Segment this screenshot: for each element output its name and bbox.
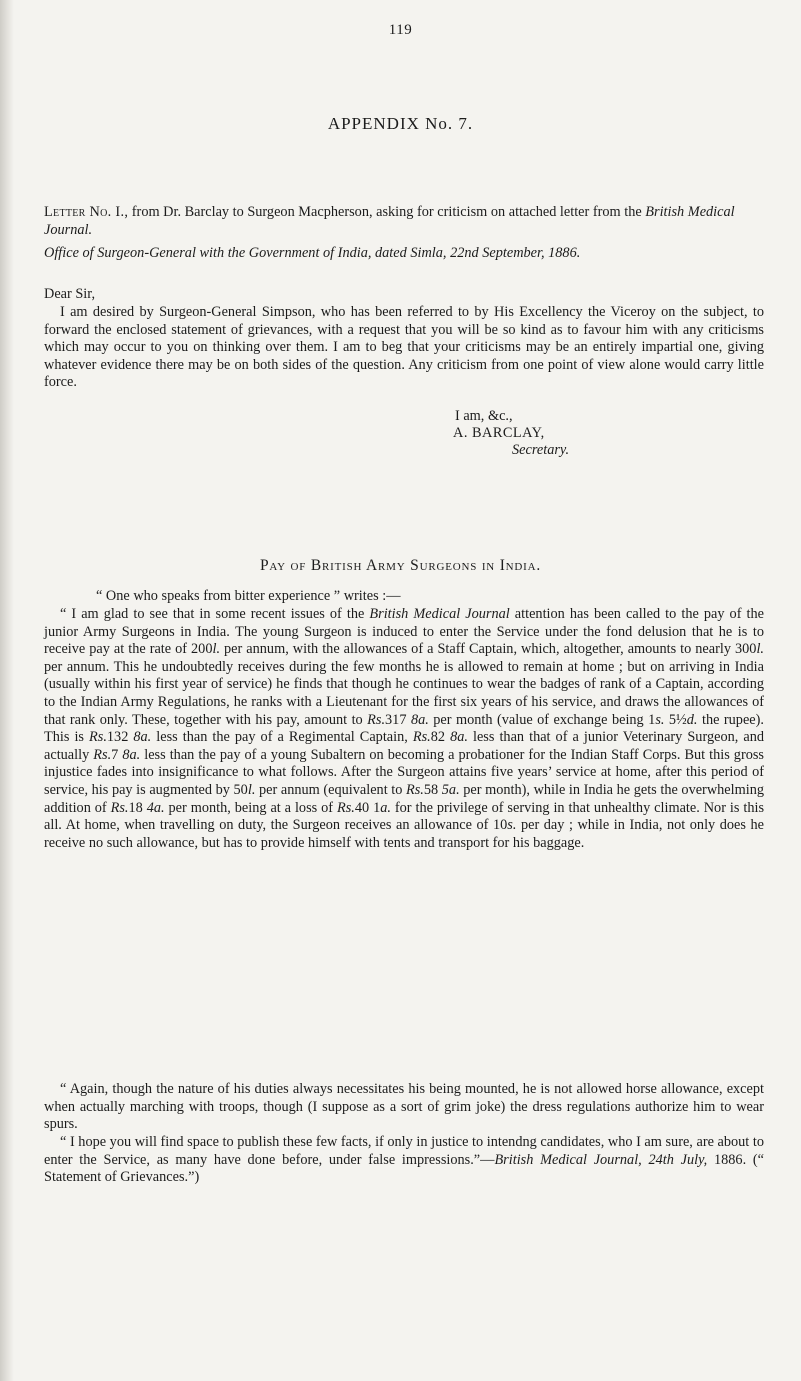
text-run: the rupee). This is [44, 711, 764, 746]
signoff-name: A. BARCLAY, [453, 425, 545, 441]
signoff-closing: I am, &c., [455, 408, 513, 424]
page-edge-shadow [0, 0, 14, 1381]
letter-heading-journal: British Medical Journal. [44, 204, 735, 238]
currency-unit: 8a. [133, 729, 152, 746]
intro-line: “ One who speaks from bitter experience ” writes :— [96, 588, 401, 604]
salutation: Dear Sir, [44, 286, 96, 302]
text-run: 40 1 [354, 799, 381, 816]
appendix-title: APPENDIX No. 7. [327, 114, 474, 133]
text-run: per day ; while in India, not only does he receive no such allowance, but has to provide himself with tents and transport for his baggage. [44, 817, 764, 851]
page-number: 119 [388, 22, 413, 38]
text-run: 1886. (“ Statement of Grievances.”) [44, 1151, 764, 1186]
text-run: less than the pay of a young Subaltern on becoming a probationer for the Indian Staff Corps. But this gross injustice fades into insignificance to what follows. After the Surgeon attains five years’ service at home, after this period of service, his pay is augmented by 50 [44, 746, 764, 798]
currency-unit: Rs. [412, 729, 431, 746]
text-run: less than that of a junior Veterinary Surgeon, and actually [44, 729, 764, 763]
currency-unit: Rs. [89, 729, 107, 746]
journal-citation: British Medical Journal, 24th July, [494, 1151, 708, 1168]
currency-unit: 5a. [441, 781, 460, 798]
letter-heading [44, 204, 764, 239]
letter-heading-text: from Dr. Barclay to Surgeon Macpherson, asking for criticism on attached letter from the [128, 204, 646, 220]
text-run: 82 [430, 729, 451, 746]
currency-unit: 8a. [122, 746, 141, 763]
letter-body: I am desired by Surgeon-General Simpson, who has been referred to by His Excellency the Viceroy on the subject, to forward the enclosed statement of grievances, with a request that you will be so kind as to favour him with any criticisms which may occur to you on thinking over them. I am to beg that your criticisms may be an entirely impartial one, giving whatever evidence there may be on both sides of the question. Any criticism from one point of view alone would carry little force. [44, 304, 764, 391]
currency-unit: s. [507, 817, 517, 834]
currency-unit: Rs. [93, 746, 112, 763]
currency-unit: Rs. [110, 799, 129, 816]
text-run: 5½ [664, 711, 687, 728]
text-run: “ I am glad to see that in some recent issues of the [60, 606, 370, 622]
currency-unit: s. [655, 711, 665, 728]
currency-unit: l. [756, 641, 764, 658]
text-run: 7 [111, 746, 123, 763]
paragraph-1 [44, 606, 764, 852]
text-run: for the privilege of serving in that unhealthy climate. Nor is this all. At home, when travelling on duty, the Surgeon receives an allowance of 10 [44, 799, 765, 834]
text-run: attention has been called to the pay of the junior Army Surgeons in India. The young Surgeon is induced to enter the Service under the fond delusion that he is to receive pay at the rate of 200 [44, 606, 764, 658]
paragraph-3 [44, 1134, 764, 1187]
text-run: 132 [106, 729, 134, 746]
text-run: 18 [128, 799, 147, 816]
currency-unit: 8a. [450, 729, 468, 746]
text-run: per month (value of exchange being 1 [428, 711, 656, 728]
text-run: per annum. This he undoubtedly receives during the few months he is allowed to remain at home ; but on arriving in India (usually within his first year of service) he finds that though he continues to wear the badges of rank of a Captain, according to the Indian Army Regulations, he ranks with a Lieutenant for the first six years of his service, and draws the allowances of that rank only. These, together with his pay, amount to [44, 658, 764, 728]
text-run: less than the pay of a Regimental Captain, [151, 729, 413, 746]
text-run: per month, being at a loss of [164, 799, 337, 816]
currency-unit: d. [686, 711, 698, 728]
section-title: Pay of British Army Surgeons in India. [259, 557, 542, 574]
office-line: Office of Surgeon-General with the Government of India, dated Simla, 22nd September, 1886. [44, 245, 581, 261]
text-run: 58 [423, 781, 442, 798]
text-run: 317 [385, 711, 411, 728]
currency-unit: l. [212, 641, 221, 658]
currency-unit: 4a. [146, 799, 165, 816]
currency-unit: a. [380, 799, 391, 816]
letter-heading-prefix: Letter No. I., [44, 204, 129, 220]
currency-unit: Rs. [336, 799, 355, 816]
signoff-title: Secretary. [512, 442, 570, 458]
text-run: per month), while in India he gets the overwhelming addition of [44, 781, 764, 816]
journal-name: British Medical Journal [369, 606, 510, 622]
text-run: per annum, with the allowances of a Staff Captain, which, altogether, amounts to nearly 300 [220, 641, 757, 658]
currency-unit: Rs. [405, 781, 424, 798]
text-run: per annum (equivalent to [255, 781, 406, 798]
currency-unit: Rs. [367, 711, 386, 728]
currency-unit: 8a. [410, 711, 429, 728]
text-run: “ I hope you will find space to publish these few facts, if only in justice to intendng candidates, who I am sure, are about to enter the Service, as many have done before, under false impressions.”— [44, 1134, 764, 1168]
paragraph-2: “ Again, though the nature of his duties always necessitates his being mounted, he is not allowed horse allowance, except when actually marching with troops, though (I suppose as a sort of grim joke) the dress regulations authorize him to wear spurs. [44, 1081, 764, 1133]
currency-unit: l. [247, 781, 256, 798]
